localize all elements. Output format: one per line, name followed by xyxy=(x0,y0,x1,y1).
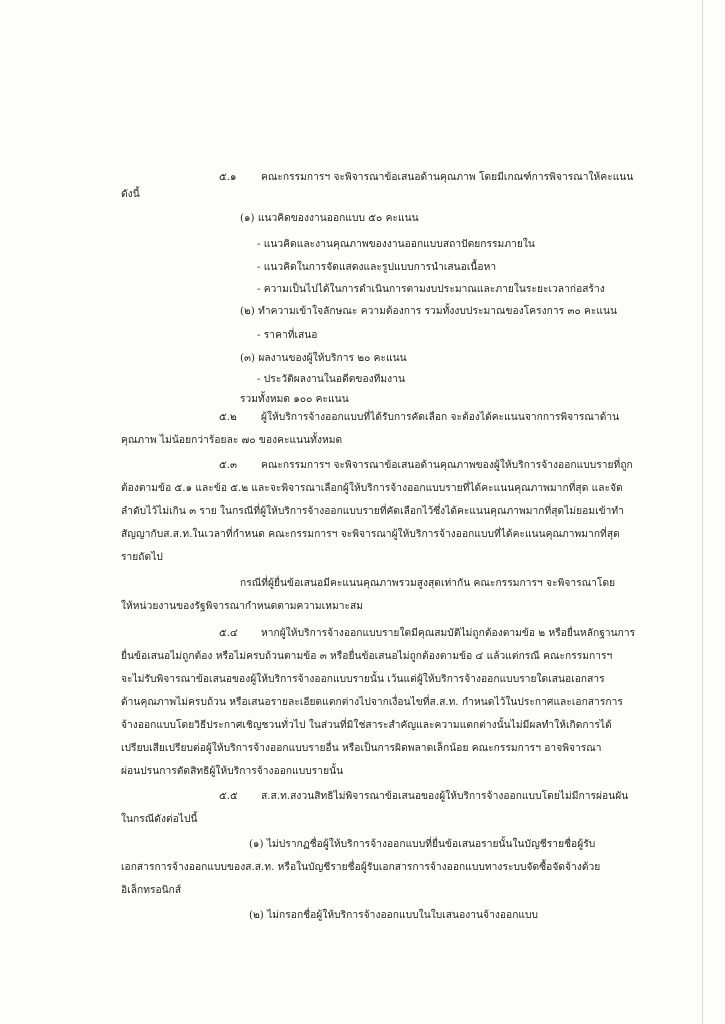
text-line xyxy=(121,742,602,756)
line-text: - ราคาที่เสนอ xyxy=(257,330,318,341)
line-text: ด้านคุณภาพไม่ครบถ้วน หรือเสนอรายละเอียดแตกต่างไปจากเงื่อนไขที่ส.ส.ท. กำหนดไว้ในประกาศและเอกสารการ xyxy=(121,697,623,708)
text-line xyxy=(121,861,600,875)
line-text: (๒) ไม่กรอกชื่อผู้ให้บริการจ้างออกแบบในใบเสนองานจ้างออกแบบ xyxy=(249,910,539,921)
text-line xyxy=(219,627,635,641)
line-text: ในกรณีดังต่อไปนี้ xyxy=(121,814,198,825)
line-text: จ้างออกแบบโดยวิธีประกาศเชิญชวนทั่วไป ในส่วนที่มิใช่สาระสำคัญและความแตกต่างนั้นไม่มีผลทำให้เกิดการได้ xyxy=(121,720,612,731)
text-line xyxy=(240,212,419,226)
text-line xyxy=(121,482,623,496)
line-text: เอกสารการจ้างออกแบบของส.ส.ท. หรือในบัญชีรายชื่อผู้รับเอกสารการจ้างออกแบบทางระบบจัดซื้อจัดจ้างด้วย xyxy=(121,862,601,873)
text-line xyxy=(219,790,628,804)
line-text: ให้หน่วยงานของรัฐพิจารณากำหนดตามความเหมาะสม xyxy=(121,601,364,612)
line-text: (๒) ทำความเข้าใจลักษณะ ความต้องการ รวมทั้งงบประมาณของโครงการ ๓๐ คะแนน xyxy=(240,306,618,317)
line-text: - แนวคิดในการจัดแสดงและรูปแบบการนำเสนอเนื้อหา xyxy=(257,262,497,273)
line-text: อิเล็กทรอนิกส์ xyxy=(121,885,182,896)
text-line xyxy=(121,600,363,614)
text-line xyxy=(121,813,198,827)
text-line xyxy=(121,673,605,687)
line-text: (๑) แนวคิดของงานออกแบบ ๕๐ คะแนน xyxy=(240,213,419,224)
text-line xyxy=(121,505,624,519)
clause-number: ๕.๔ xyxy=(219,628,238,639)
line-text: ผ่อนปรนการตัดสิทธิผู้ให้บริการจ้างออกแบบรายนั้น xyxy=(121,766,344,777)
line-text: (๓) ผลงานของผู้ให้บริการ ๒๐ คะแนน xyxy=(240,353,407,364)
text-line xyxy=(121,188,140,202)
text-line xyxy=(240,352,407,366)
line-text: รวมทั้งหมด ๑๐๐ คะแนน xyxy=(240,394,349,405)
clause-number: ๕.๒ xyxy=(219,412,237,423)
text-line xyxy=(240,393,349,407)
line-text: กรณีที่ผู้ยื่นข้อเสนอมีคะแนนคุณภาพรวมสูงสุดเท่ากัน คณะกรรมการฯ จะพิจารณาโดย xyxy=(240,578,616,589)
line-text: สัญญากับส.ส.ท.ในเวลาที่กำหนด คณะกรรมการฯ จะพิจารณาผู้ให้บริการจ้างออกแบบที่ได้คะแนนคุณภาพมากที่สุด xyxy=(121,529,620,540)
line-text: เปรียบเสียเปรียบต่อผู้ให้บริการจ้างออกแบบรายอื่น หรือเป็นการผิดพลาดเล็กน้อย คณะกรรมการฯ อาจพิจารณา xyxy=(121,743,602,754)
text-line xyxy=(249,838,595,852)
text-line xyxy=(257,261,496,275)
text-line xyxy=(121,719,612,733)
line-text: ผู้ให้บริการจ้างออกแบบที่ได้รับการคัดเลือก จะต้องได้คะแนนจากการพิจารณาด้าน xyxy=(261,412,620,423)
text-line xyxy=(121,434,342,448)
line-text: คุณภาพ ไม่น้อยกว่าร้อยละ ๗๐ ของคะแนนทั้งหมด xyxy=(121,435,343,446)
text-line xyxy=(219,459,633,473)
clause-number: ๕.๕ xyxy=(219,791,238,802)
line-text: หากผู้ให้บริการจ้างออกแบบรายใดมีคุณสมบัติไม่ถูกต้องตามข้อ ๒ หรือยื่นหลักฐานการ xyxy=(261,628,636,639)
line-text: คณะกรรมการฯ จะพิจารณาข้อเสนอด้านคุณภาพของผู้ให้บริการจ้างออกแบบรายที่ถูก xyxy=(261,460,633,471)
line-text: ส.ส.ท.สงวนสิทธิไม่พิจารณาข้อเสนอของผู้ให้บริการจ้างออกแบบโดยไม่มีการผ่อนผัน xyxy=(261,791,629,802)
text-line xyxy=(240,305,617,319)
line-text: ดังนี้ xyxy=(121,189,140,200)
line-text: ต้องตามข้อ ๕.๑ และข้อ ๕.๒ และจะพิจารณาเลือกผู้ให้บริการจ้างออกแบบรายที่ได้คะแนนคุณภาพมากที่สุด และจัด xyxy=(121,483,623,494)
text-line xyxy=(121,765,343,779)
text-line xyxy=(121,551,163,565)
text-line xyxy=(240,577,615,591)
line-text: - แนวคิดและงานคุณภาพของงานออกแบบสถาปัตยกรรมภายใน xyxy=(257,239,535,250)
clause-number: ๕.๑ xyxy=(219,172,237,183)
scan-edge xyxy=(702,0,703,1024)
line-text: รายถัดไป xyxy=(121,552,163,563)
line-text: - ความเป็นไปได้ในการดำเนินการตามงบประมาณและภายในระยะเวลาก่อสร้าง xyxy=(257,284,605,295)
text-line xyxy=(257,329,317,343)
line-text: (๑) ไม่ปรากฏชื่อผู้ให้บริการจ้างออกแบบที่ยื่นข้อเสนอรายนั้นในบัญชีรายชื่อผู้รับ xyxy=(249,839,596,850)
line-text: ยื่นข้อเสนอไม่ถูกต้อง หรือไม่ครบถ้วนตามข้อ ๓ หรือยื่นข้อเสนอไม่ถูกต้องตามข้อ ๔ แล้วแต่กรณี คณะกรรมการฯ xyxy=(121,651,613,662)
text-line xyxy=(257,283,605,297)
clause-number: ๕.๓ xyxy=(219,460,238,471)
text-line xyxy=(257,373,405,387)
line-text: ลำดับไว้ไม่เกิน ๓ ราย ในกรณีที่ผู้ให้บริการจ้างออกแบบรายที่คัดเลือกไว้ซึ่งได้คะแนนคุณภาพมากที่สุดไม่ยอมเข้าทำ xyxy=(121,506,624,517)
text-line xyxy=(257,238,535,252)
text-line xyxy=(121,696,623,710)
text-line xyxy=(121,528,620,542)
line-text: จะไม่รับพิจารณาข้อเสนอของผู้ให้บริการจ้างออกแบบรายนั้น เว้นแต่ผู้ให้บริการจ้างออกแบบรายใดเสนอเอกสาร xyxy=(121,674,605,685)
line-text: - ประวัติผลงานในอดีตของทีมงาน xyxy=(257,374,405,385)
text-line xyxy=(219,171,633,185)
line-text: คณะกรรมการฯ จะพิจารณาข้อเสนอด้านคุณภาพ โดยมีเกณฑ์การพิจารณาให้คะแนน xyxy=(261,172,634,183)
text-line xyxy=(121,650,612,664)
text-line xyxy=(121,884,181,898)
text-line xyxy=(219,411,619,425)
text-line xyxy=(249,909,538,923)
